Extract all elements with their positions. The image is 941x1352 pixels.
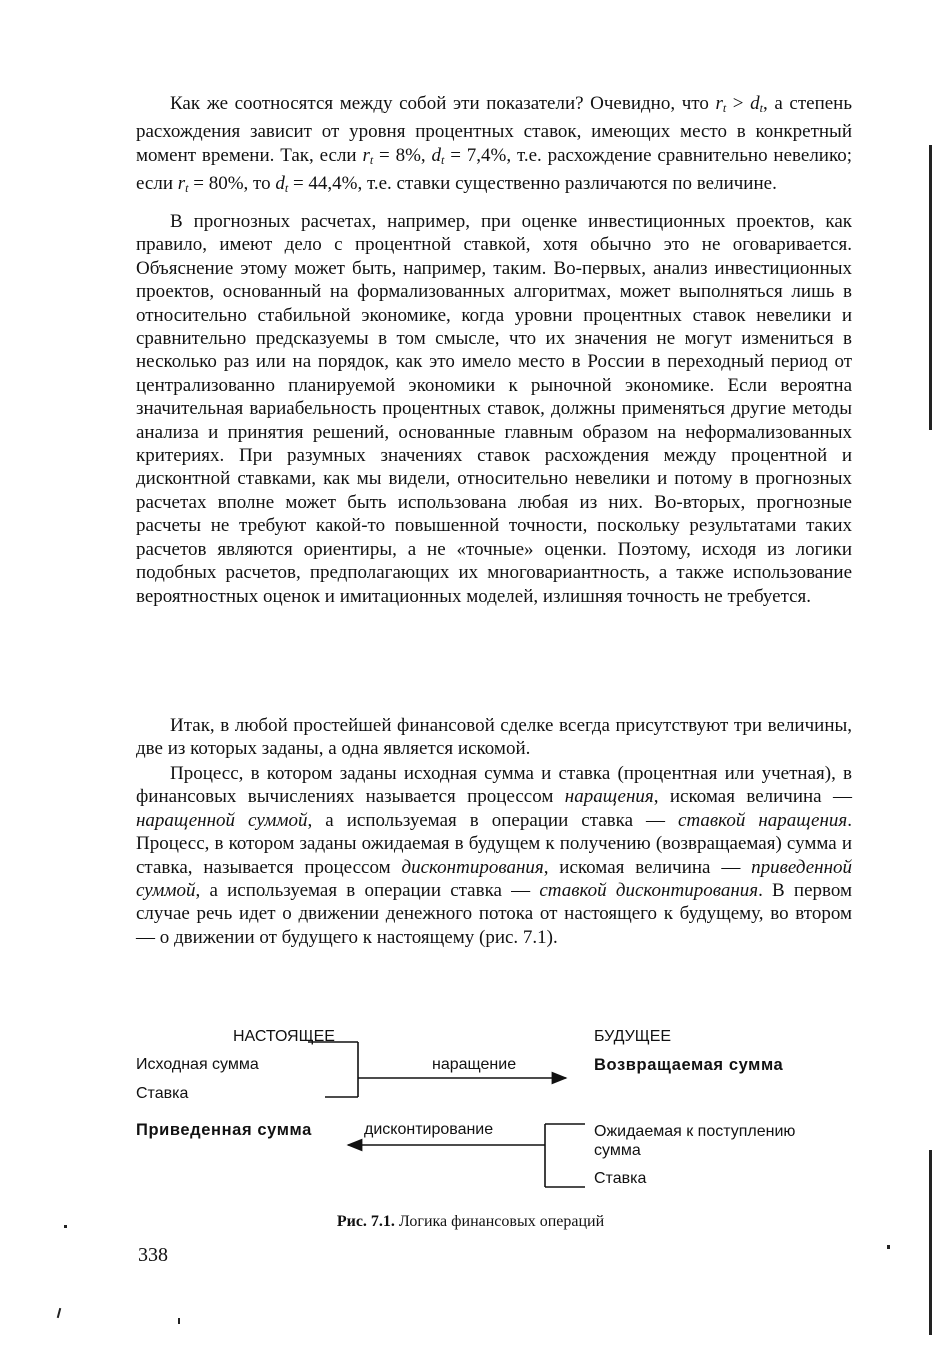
label-returned-sum: Возвращаемая сумма — [594, 1056, 784, 1074]
label-initial-sum: Исходная сумма — [136, 1056, 259, 1073]
label-expected-line1: Ожидаемая к поступлению — [594, 1123, 796, 1140]
paragraph-three-values: Итак, в любой простейшей финансовой сделке всегда присутствуют три величины, две из которых заданы, а одна является искомой. — [136, 715, 852, 760]
figure-caption: Рис. 7.1. Логика финансовых операций — [336, 1213, 605, 1230]
scan-tick-center — [178, 1318, 180, 1324]
paragraph-forecast-calculations: В прогнозных расчетах, например, при оценке инвестиционных проектов, как правило, имеют дело с процентной ставкой, хотя обычно это не оговаривается. Объяснение этому может быть, например, таким. Во-первых, анализ инвестиционных проектов, основанный на формализованных алгоритмах, может выполняться лишь в относительно стабильной экономике, когда уровни процентных ставок невелики и сравнительно предсказуемы в том смысле, что их значения не могут измениться в несколько раз или на порядок, как это имело место в России в переходный период от централизованно планируемой экономики к рыночной экономике. Если вероятна значительная вариабельность процентных ставок, должны применяться другие методы анализа и принятия решений, основанные главным образом на неформализованных критериях. При разумных значениях ставок расхождения между процентной и дисконтной ставками, как мы видели, относительно невелики и потому в прогнозных расчетах вполне может быть использована любая из них. Во-вторых, прогнозные расчеты не требуют какой-то повышенной точности, поскольку результатами таких расчетов являются ориентиры, а не «точные» оценки. Поэтому, исходя из логики подобных расчетов, предполагающих их многовариантность, а также использование вероятностных оценок и имитационных моделей, излишняя точность не требуется. — [136, 211, 852, 607]
label-rate-left: Ставка — [136, 1085, 189, 1102]
scan-dot-right — [887, 1245, 890, 1249]
label-future: БУДУЩЕЕ — [594, 1028, 672, 1045]
scan-edge-mark-bottom — [929, 1150, 932, 1335]
label-expected-line2: сумма — [594, 1142, 641, 1159]
label-present-value: Приведенная сумма — [136, 1121, 312, 1139]
diagram-lines — [130, 1022, 870, 1202]
label-rate-right: Ставка — [594, 1170, 647, 1187]
scan-edge-mark-top — [929, 145, 932, 430]
page-number: 338 — [138, 1244, 168, 1266]
label-discounting: дисконтирование — [364, 1121, 494, 1138]
scan-tick-left — [57, 1308, 62, 1318]
financial-operations-diagram — [130, 1022, 870, 1202]
label-accumulation: наращение — [432, 1056, 517, 1073]
label-present: НАСТОЯЩЕЕ — [233, 1028, 335, 1045]
scan-dot-left — [64, 1225, 67, 1228]
paragraph-process-definitions: Процесс, в котором заданы исходная сумма и ставка (процентная или учетная), в финансовых вычислениях называется процессом наращения, искомая величина — наращенной суммой, а используемая в операции ставка — ставкой наращения. Процесс, в котором заданы ожидаемая в будущем к получению (возвращаемая) сумма и ставка, называется процессом дисконтирования, искомая величина — приведенной суммой, а используемая в операции ставка — ставкой дисконтирования. В первом случае речь идет о движении денежного потока от настоящего к будущему, во втором — о движении от будущего к настоящему (рис. 7.1). — [136, 763, 853, 948]
paragraph-indicators: Как же соотносятся между собой эти показатели? Очевидно, что $r_t > d_t$, а степень расхождения зависит от уровня процентных ставок, имеющих место в конкретный момент времени. Так, если $r_t = 8\%$, $d_t = 7,4\%$, т.е. расхождение сравнительно невелико; если $r_t = 80\%$, то $d_t = 44,4\%$, т.е. ставки существенно различаются по величине. — [136, 93, 853, 196]
